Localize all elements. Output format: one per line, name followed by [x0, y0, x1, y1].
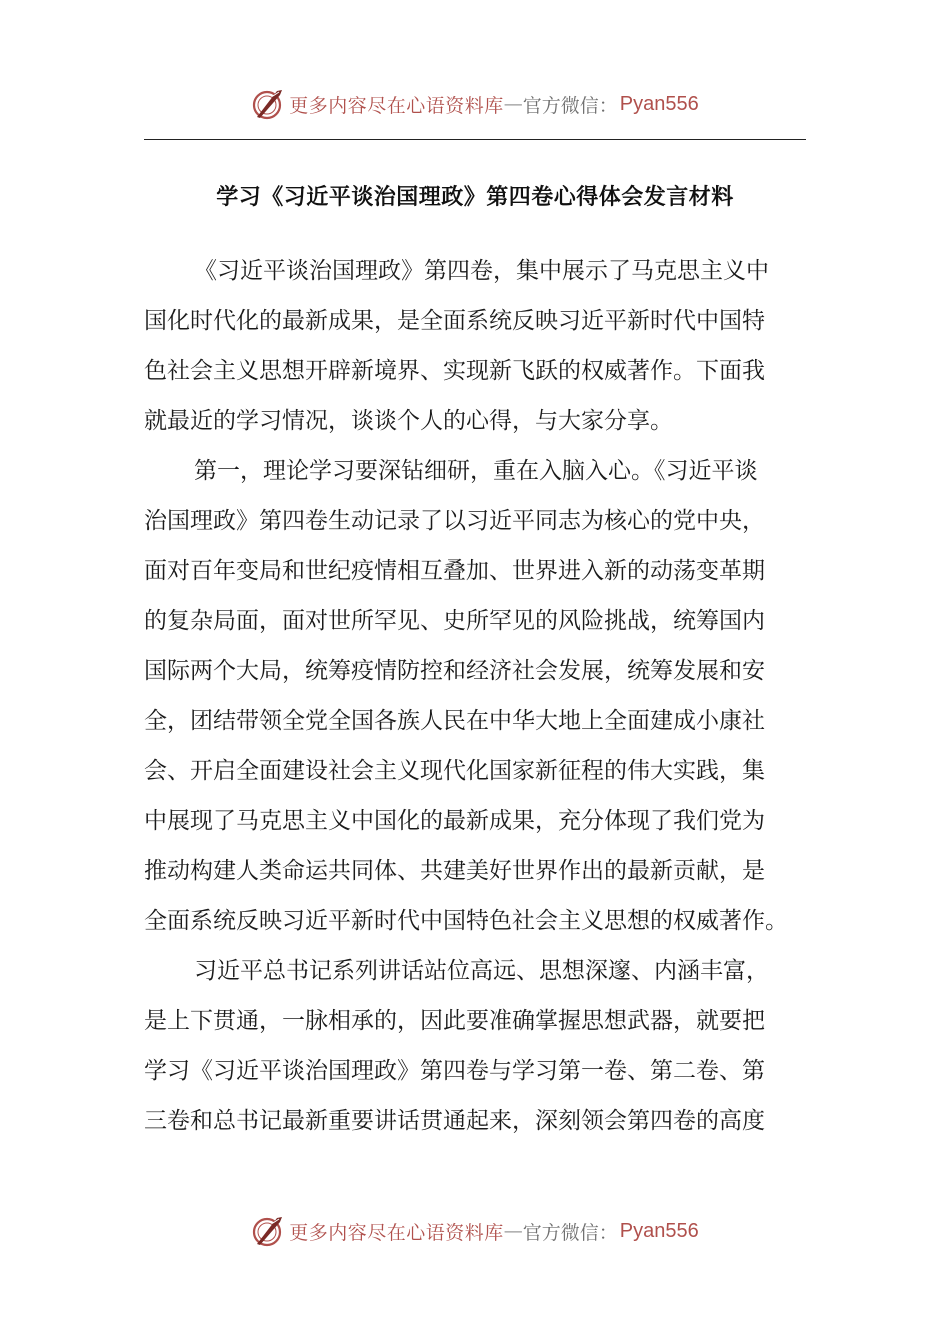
banner-dash: — — [503, 93, 523, 115]
banner-site-name: 更多内容尽在心语资料库 — [289, 1221, 504, 1244]
header-banner — [0, 84, 950, 124]
body-line: 学习《习近平谈治国理政》第四卷与学习第一卷、第二卷、第 — [144, 1058, 765, 1084]
body-line: 《习近平谈治国理政》第四卷，集中展示了马克思主义中 — [194, 258, 769, 284]
quill-pen-logo-icon — [251, 1214, 285, 1248]
body-line: 就最近的学习情况，谈谈个人的心得，与大家分享。 — [144, 408, 673, 434]
banner-wechat-label: 官方微信： — [522, 1221, 618, 1244]
body-line: 全，团结带领全党全国各族人民在中华大地上全面建成小康社 — [144, 708, 765, 734]
body-line: 治国理政》第四卷生动记录了以习近平同志为核心的党中央， — [144, 508, 765, 534]
body-line: 第一，理论学习要深钻细研，重在入脑入心。《习近平谈 — [194, 458, 758, 484]
body-line: 推动构建人类命运共同体、共建美好世界作出的最新贡献，是 — [144, 858, 765, 884]
body-line: 习近平总书记系列讲话站位高远、思想深邃、内涵丰富， — [194, 958, 769, 984]
body-line: 三卷和总书记最新重要讲话贯通起来，深刻领会第四卷的高度 — [144, 1108, 765, 1134]
quill-pen-logo-icon — [251, 87, 285, 121]
banner-wechat-label: 官方微信： — [522, 94, 618, 117]
body-line: 中展现了马克思主义中国化的最新成果，充分体现了我们党为 — [144, 808, 765, 834]
body-line: 的复杂局面，面对世所罕见、史所罕见的风险挑战，统筹国内 — [144, 608, 765, 634]
header-divider — [144, 139, 806, 140]
body-line: 面对百年变局和世纪疫情相互叠加、世界进入新的动荡变革期 — [144, 558, 765, 584]
body-line: 是上下贯通，一脉相承的，因此要准确掌握思想武器，就要把 — [144, 1008, 765, 1034]
banner-dash: — — [503, 1220, 523, 1242]
body-line: 会、开启全面建设社会主义现代化国家新征程的伟大实践，集 — [144, 758, 765, 784]
document-body — [144, 246, 806, 1146]
body-line: 国化时代化的最新成果，是全面系统反映习近平新时代中国特 — [144, 308, 765, 334]
document-title: 学习《习近平谈治国理政》第四卷心得体会发言材料 — [216, 185, 734, 210]
body-line: 国际两个大局，统筹疫情防控和经济社会发展，统筹发展和安 — [144, 658, 765, 684]
body-line: 色社会主义思想开辟新境界、实现新飞跃的权威著作。下面我 — [144, 358, 765, 384]
banner-wechat-id: Pyan556 — [619, 1219, 699, 1242]
banner-site-name: 更多内容尽在心语资料库 — [289, 94, 504, 117]
body-line: 全面系统反映习近平新时代中国特色社会主义思想的权威著作。 — [144, 908, 788, 934]
banner-wechat-id: Pyan556 — [619, 92, 699, 115]
footer-banner — [0, 1211, 950, 1251]
